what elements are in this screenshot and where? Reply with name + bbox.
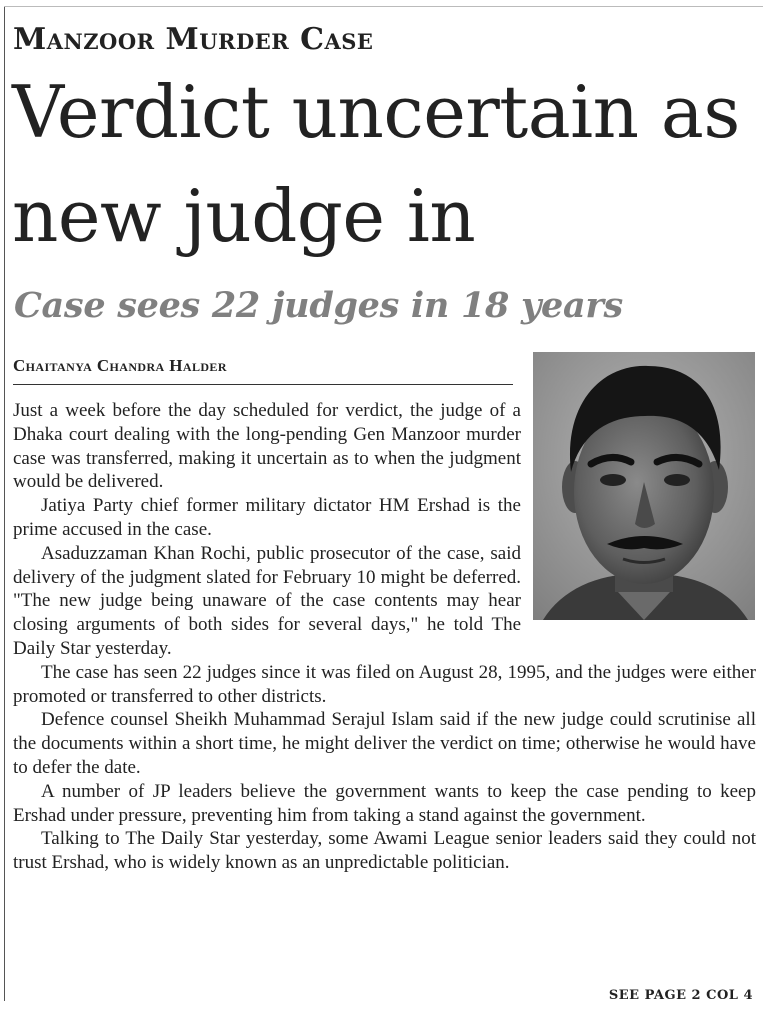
paragraph-5: Defence counsel Sheikh Muhammad Serajul Islam said if the new judge could scrutinise all the documents within a short time, he might deliver the verdict on time; otherwise he would have to defer the date.	[13, 709, 756, 778]
photo-wrap-spacer	[521, 399, 756, 625]
paragraph-6: A number of JP leaders believe the government wants to keep the case pending to keep Ershad under pressure, preventing him from taking a stand against the government.	[13, 780, 756, 826]
byline: Chaitanya Chandra Halder	[13, 356, 227, 375]
paragraph-7: Talking to The Daily Star yesterday, some Awami League senior leaders said they could not trust Ershad, who is widely known as an unpredictable politician.	[13, 828, 756, 874]
kicker: Manzoor Murder Case	[13, 22, 374, 57]
byline-rule	[13, 384, 513, 385]
headline: Verdict uncertain as new judge in	[12, 70, 740, 258]
column-rule-left	[4, 6, 5, 1001]
paragraph-2: Jatiya Party chief former military dictator HM Ershad is the prime accused in the case.	[13, 495, 521, 540]
continuation-note[interactable]: SEE PAGE 2 COL 4	[608, 988, 753, 1003]
paragraph-1: Just a week before the day scheduled for verdict, the judge of a Dhaka court dealing with the long-pending Gen Manzoor murder case was transferred, making it uncertain as to when the judgment would be delivered.	[13, 400, 521, 493]
article-body	[13, 399, 756, 875]
paragraph-3: Asaduzzaman Khan Rochi, public prosecutor of the case, said delivery of the judgment slated for February 10 might be deferred. "The new judge being unaware of the case contents may hear closing arguments of both sides for several days," he told The Daily Star yesterday.	[13, 542, 521, 659]
subhead: Case sees 22 judges in 18 years	[14, 285, 623, 326]
column-rule-top	[4, 6, 763, 7]
paragraph-4: The case has seen 22 judges since it was filed on August 28, 1995, and the judges were either promoted or transferred to other districts.	[13, 661, 756, 707]
